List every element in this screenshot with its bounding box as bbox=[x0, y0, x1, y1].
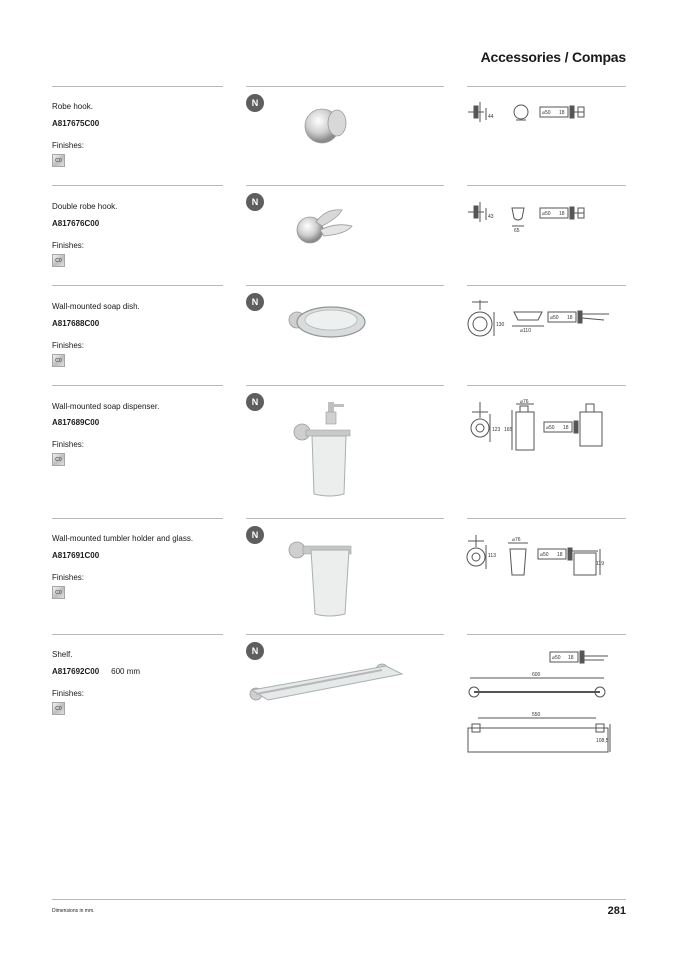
dim-diameter: ⌀50 bbox=[542, 211, 551, 217]
dim-width: ⌀76 bbox=[520, 399, 529, 405]
row-divider bbox=[246, 634, 444, 635]
row-divider bbox=[52, 385, 223, 386]
page-number: 281 bbox=[607, 905, 626, 917]
finishes-label: Finishes: bbox=[52, 573, 85, 582]
dim-height: 165 bbox=[504, 427, 513, 433]
dim-depth: 123 bbox=[492, 427, 501, 433]
footer-divider bbox=[52, 899, 626, 900]
soap-dish-drawing bbox=[464, 298, 614, 340]
dim-width: ⌀76 bbox=[512, 537, 521, 543]
robe-hook-photo bbox=[300, 100, 360, 150]
dim-depth: 43 bbox=[488, 214, 494, 220]
dim-depth: 113 bbox=[488, 553, 496, 559]
product-description: Double robe hook. bbox=[52, 202, 118, 211]
finish-swatch-chrome[interactable]: C0 bbox=[52, 453, 65, 466]
row-divider bbox=[246, 518, 444, 519]
product-code: A817688C00 bbox=[52, 319, 100, 328]
product-code: A817689C00 bbox=[52, 418, 100, 427]
double-robe-hook-drawing bbox=[466, 198, 596, 234]
product-code: A817675C00 bbox=[52, 119, 100, 128]
row-divider bbox=[246, 86, 444, 87]
product-description: Shelf. bbox=[52, 650, 73, 659]
page-title: Accessories / Compas bbox=[480, 49, 626, 65]
product-code: A817692C00 600 mm bbox=[52, 667, 141, 676]
new-badge: N bbox=[246, 526, 264, 544]
row-divider bbox=[467, 285, 626, 286]
soap-dispenser-photo bbox=[290, 400, 360, 500]
dim-thickness: 18 bbox=[559, 110, 565, 116]
finish-swatch-chrome[interactable]: C0 bbox=[52, 154, 65, 167]
finishes-label: Finishes: bbox=[52, 241, 85, 250]
dim-inner: 550 bbox=[532, 712, 541, 718]
dim-diameter: ⌀50 bbox=[546, 425, 555, 431]
new-badge: N bbox=[246, 193, 264, 211]
dim-diameter: ⌀50 bbox=[552, 655, 561, 661]
dim-diameter: ⌀50 bbox=[542, 110, 551, 116]
new-badge: N bbox=[246, 94, 264, 112]
glass-shelf-drawing bbox=[464, 648, 614, 758]
row-divider bbox=[246, 185, 444, 186]
new-badge: N bbox=[246, 293, 264, 311]
soap-dish-photo bbox=[285, 296, 370, 346]
row-divider bbox=[467, 518, 626, 519]
row-divider bbox=[52, 518, 223, 519]
row-divider bbox=[467, 86, 626, 87]
row-divider bbox=[52, 634, 223, 635]
dim-thickness: 18 bbox=[557, 552, 563, 558]
finishes-label: Finishes: bbox=[52, 141, 85, 150]
dim-thickness: 18 bbox=[567, 315, 573, 321]
new-badge: N bbox=[246, 642, 264, 660]
finishes-label: Finishes: bbox=[52, 341, 85, 350]
row-divider bbox=[246, 285, 444, 286]
finishes-label: Finishes: bbox=[52, 440, 85, 449]
finishes-label: Finishes: bbox=[52, 689, 85, 698]
tumbler-holder-photo bbox=[285, 536, 360, 618]
product-size: 600 mm bbox=[111, 667, 141, 676]
dim-depth: 130 bbox=[496, 322, 505, 328]
finish-swatch-chrome[interactable]: C0 bbox=[52, 254, 65, 267]
dim-thickness: 18 bbox=[568, 655, 574, 661]
dim-height: 119 bbox=[596, 561, 604, 567]
product-code: A817676C00 bbox=[52, 219, 100, 228]
dim-width: ⌀110 bbox=[520, 328, 531, 334]
dim-width: 65 bbox=[514, 228, 520, 234]
dim-length: 600 bbox=[532, 672, 541, 678]
dim-depth: 44 bbox=[488, 114, 494, 120]
dim-thickness: 18 bbox=[559, 211, 565, 217]
finish-swatch-chrome[interactable]: C0 bbox=[52, 702, 65, 715]
row-divider bbox=[467, 385, 626, 386]
row-divider bbox=[52, 285, 223, 286]
dim-diameter: ⌀50 bbox=[540, 552, 549, 558]
double-robe-hook-photo bbox=[292, 200, 367, 250]
product-description: Wall-mounted soap dish. bbox=[52, 302, 140, 311]
robe-hook-drawing bbox=[466, 98, 596, 130]
dimensions-note: Dimensions in mm. bbox=[52, 908, 95, 914]
dim-depth: 108,5 bbox=[596, 738, 609, 744]
soap-dispenser-drawing bbox=[464, 398, 614, 454]
dim-diameter: ⌀50 bbox=[550, 315, 559, 321]
row-divider bbox=[246, 385, 444, 386]
dim-thickness: 18 bbox=[563, 425, 569, 431]
row-divider bbox=[467, 185, 626, 186]
row-divider bbox=[52, 86, 223, 87]
tumbler-holder-drawing bbox=[464, 533, 614, 581]
row-divider bbox=[467, 634, 626, 635]
finish-swatch-chrome[interactable]: C0 bbox=[52, 354, 65, 367]
product-code: A817691C00 bbox=[52, 551, 100, 560]
finish-swatch-chrome[interactable]: C0 bbox=[52, 586, 65, 599]
product-description: Wall-mounted soap dispenser. bbox=[52, 402, 160, 411]
product-description: Robe hook. bbox=[52, 102, 93, 111]
new-badge: N bbox=[246, 393, 264, 411]
product-description: Wall-mounted tumbler holder and glass. bbox=[52, 534, 194, 543]
glass-shelf-photo bbox=[246, 660, 406, 708]
row-divider bbox=[52, 185, 223, 186]
